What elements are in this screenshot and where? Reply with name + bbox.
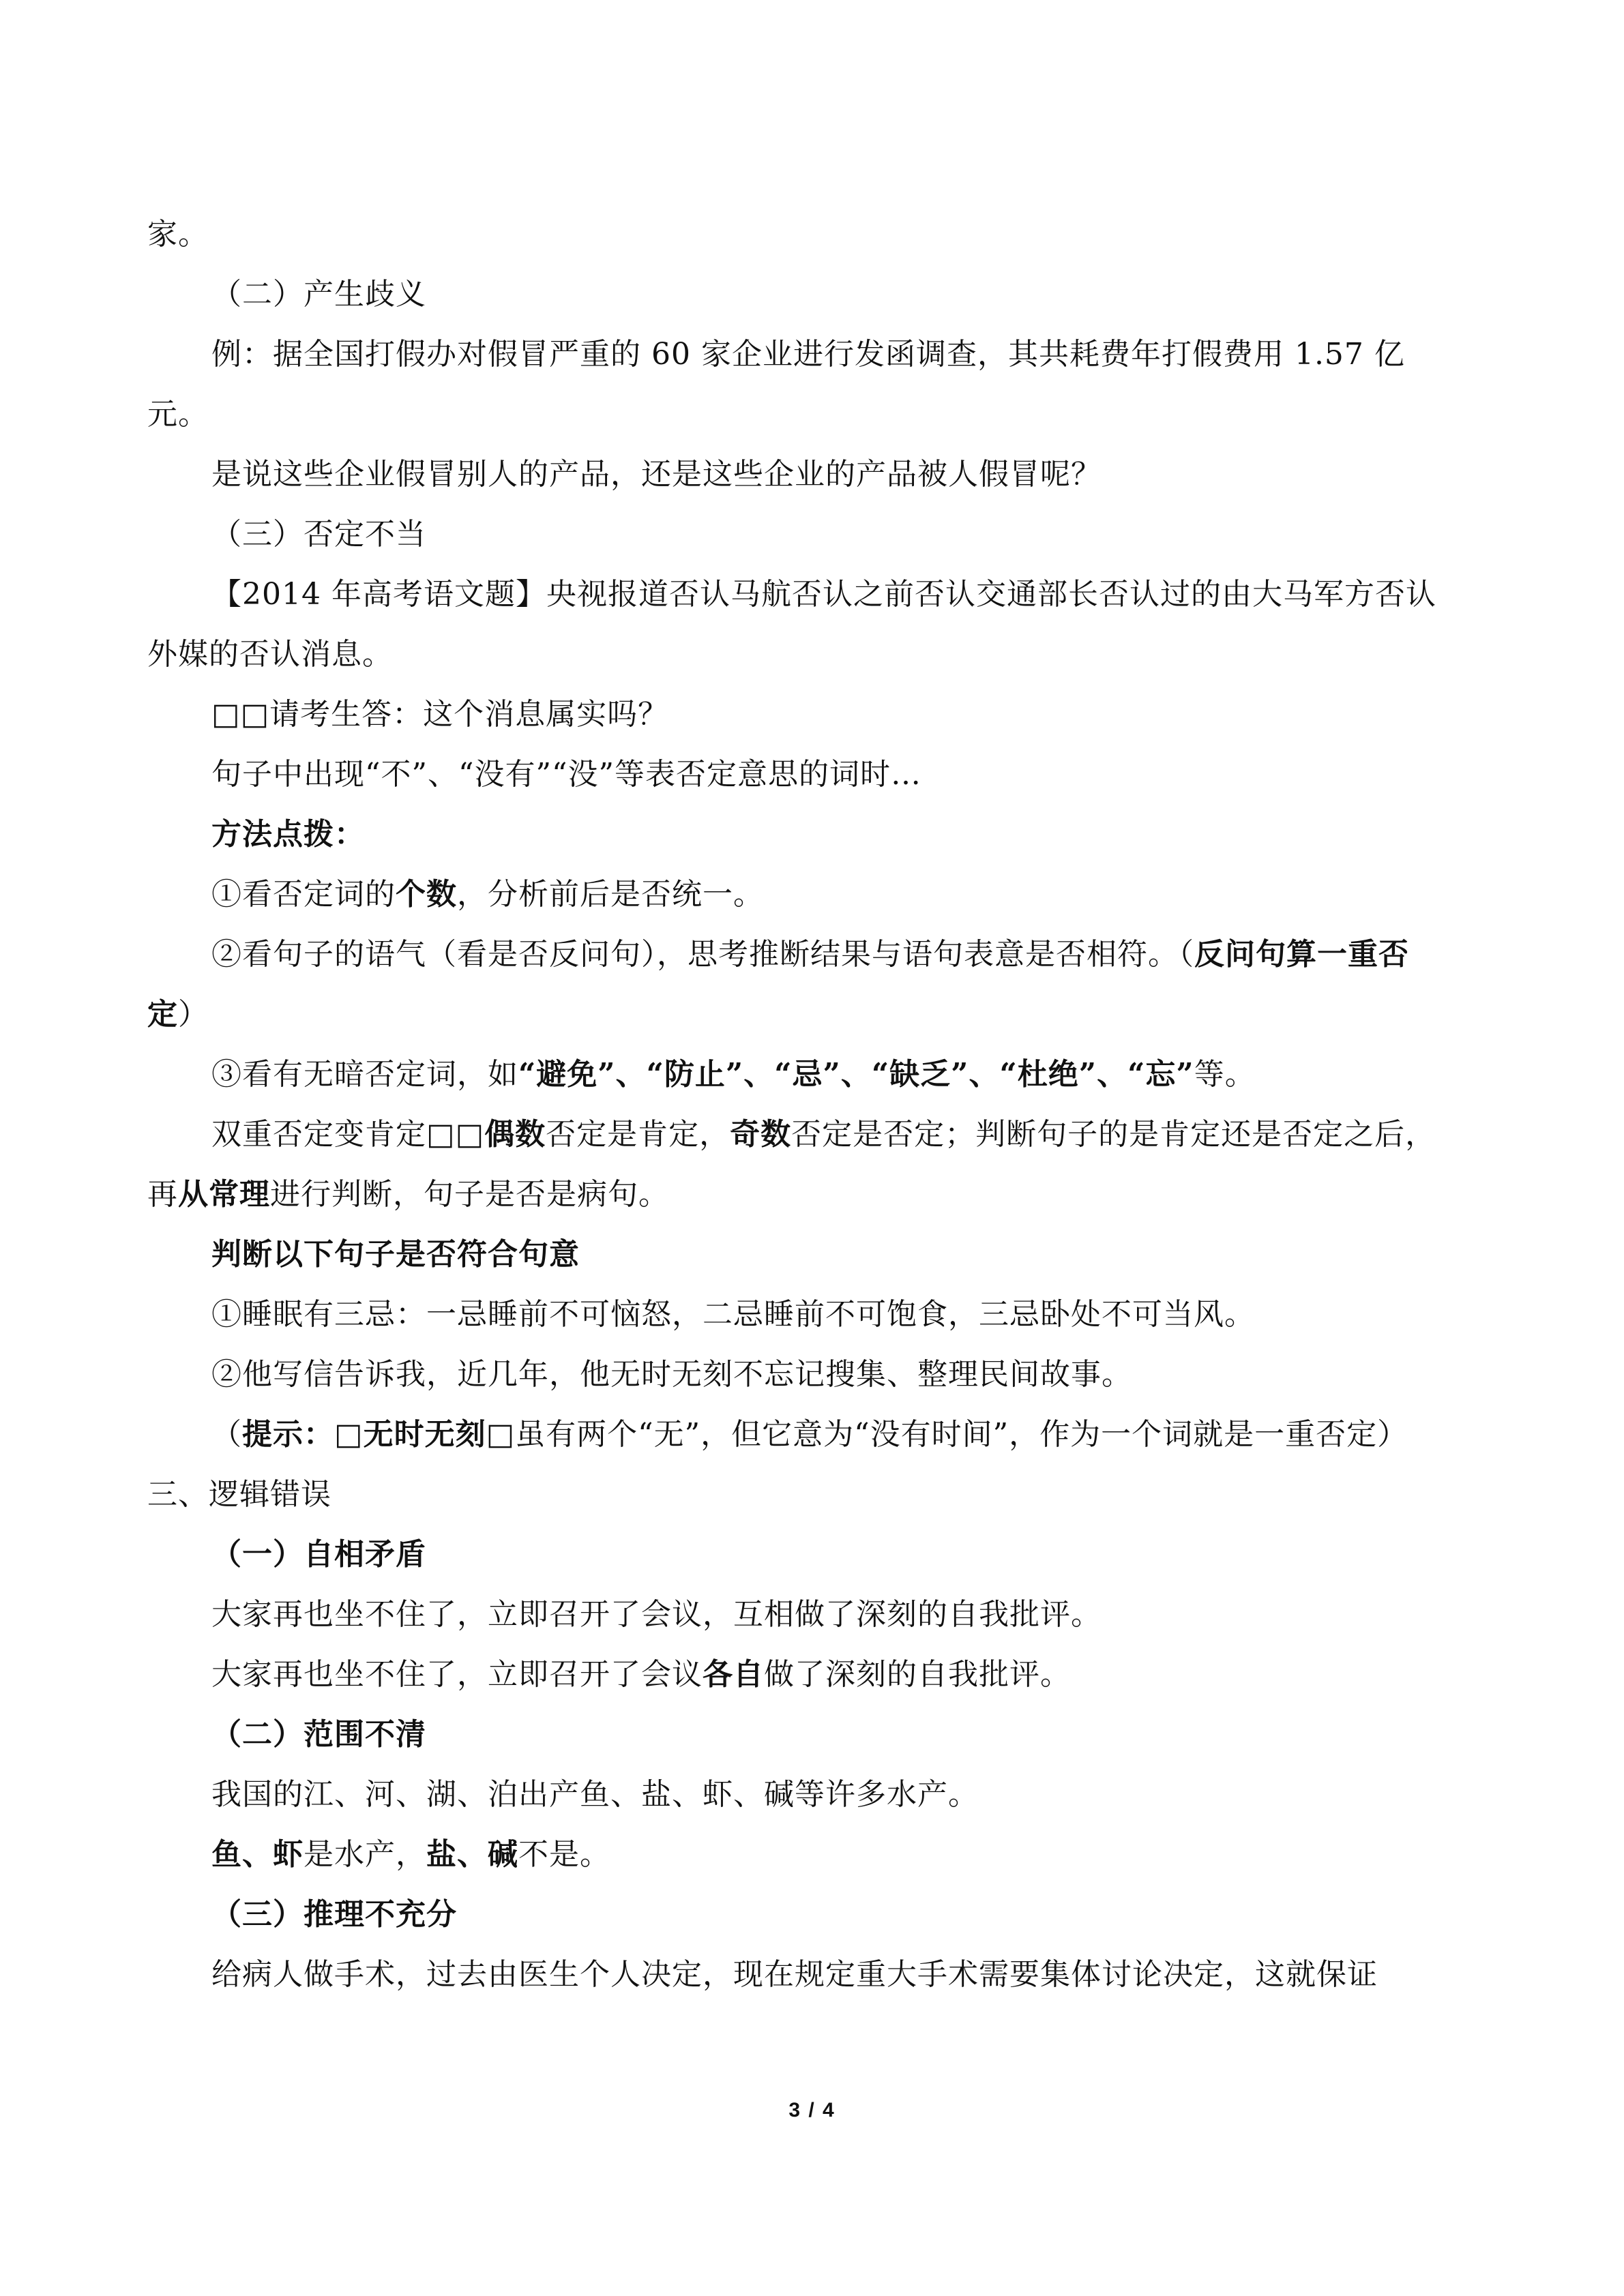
paragraph-l02 <box>147 265 1464 325</box>
bold-text: 无时无刻 <box>363 1417 486 1452</box>
text-run: 是说这些企业假冒别人的产品，还是这些企业的产品被人假冒呢？ <box>211 457 1102 492</box>
text-run: □虽有两个“无”，但它意为“没有时间”，作为一个词就是一重否定） <box>486 1417 1408 1452</box>
paragraph-l07 <box>147 685 1464 745</box>
text-run: ②他写信告诉我，近几年，他无时无刻不忘记搜集、整理民间故事。 <box>211 1357 1132 1392</box>
text-run: ②看句子的语气（看是否反问句），思考推断结果与语句表意是否相符。（ <box>211 937 1194 972</box>
bold-text: 鱼、虾 <box>211 1837 304 1872</box>
text-run: ①看否定词的 <box>211 877 396 912</box>
bold-text: 偶数 <box>484 1117 546 1152</box>
text-run: 进行判断，句子是否是病句。 <box>270 1177 669 1212</box>
text-run: 做了深刻的自我批评。 <box>764 1657 1071 1692</box>
paragraph-l16 <box>147 1345 1464 1405</box>
paragraph-l12 <box>147 1045 1464 1105</box>
bold-text: 反问句算一重否定 <box>147 937 1409 1032</box>
text-run: （ <box>211 1417 242 1452</box>
page-number: 3 / 4 <box>788 2099 836 2121</box>
text-run: （二）产生歧义 <box>211 277 426 312</box>
text-run: ③看有无暗否定词，如 <box>211 1057 518 1092</box>
text-run: 不是。 <box>518 1837 610 1872</box>
text-run: ） <box>178 997 209 1032</box>
bold-text: 提示： <box>242 1417 334 1452</box>
bold-text: 判断以下句子是否符合句意 <box>211 1237 580 1272</box>
paragraph-l15 <box>147 1285 1464 1345</box>
text-run: 三、逻辑错误 <box>147 1477 331 1512</box>
paragraph-l08 <box>147 745 1464 805</box>
bold-text: 奇数 <box>730 1117 792 1152</box>
bold-text: （三）推理不充分 <box>211 1897 457 1932</box>
text-run: ，分析前后是否统一。 <box>457 877 764 912</box>
paragraph-l25 <box>147 1885 1464 1945</box>
paragraph-l23 <box>147 1765 1464 1825</box>
paragraph-l24 <box>147 1825 1464 1885</box>
text-run: 句子中出现“不”、“没有”“没”等表否定意思的词时… <box>211 757 921 792</box>
bold-text: （二）范围不清 <box>211 1717 426 1752</box>
bold-text: 各自 <box>703 1657 764 1692</box>
text-run: 否定是否定；判断句子的是肯定还是否定之后，再 <box>147 1117 1436 1212</box>
paragraph-l11 <box>147 925 1464 1045</box>
bold-text: “避免”、“防止”、“忌”、“缺乏”、“杜绝”、“忘” <box>518 1057 1194 1092</box>
text-run: 大家再也坐不住了，立即召开了会议 <box>211 1657 703 1692</box>
paragraph-l03 <box>147 325 1464 445</box>
paragraph-l09 <box>147 805 1464 865</box>
text-run: 给病人做手术，过去由医生个人决定，现在规定重大手术需要集体讨论决定，这就保证 <box>211 1957 1378 1992</box>
bold-text: 方法点拨： <box>211 817 365 852</box>
paragraph-l05 <box>147 505 1464 565</box>
text-run: □□请考生答：这个消息属实吗？ <box>211 697 669 732</box>
bold-text: 盐、碱 <box>426 1837 518 1872</box>
text-run: （三）否定不当 <box>211 517 426 552</box>
text-run: 等。 <box>1194 1057 1256 1092</box>
paragraph-l19 <box>147 1525 1464 1585</box>
document-body <box>147 205 1464 2005</box>
bold-text: （一）自相矛盾 <box>211 1537 426 1572</box>
paragraph-l18 <box>147 1465 1464 1525</box>
text-run: 例：据全国打假办对假冒严重的 60 家企业进行发函调查，其共耗费年打假费用 1.57 亿元。 <box>147 337 1405 432</box>
text-run: ①睡眠有三忌：一忌睡前不可恼怒，二忌睡前不可饱食，三忌卧处不可当风。 <box>211 1297 1255 1332</box>
paragraph-l17 <box>147 1405 1464 1465</box>
paragraph-l26 <box>147 1945 1464 2005</box>
bold-text: 从常理 <box>178 1177 270 1212</box>
text-run: 家。 <box>147 217 209 252</box>
text-run: 否定是肯定， <box>546 1117 730 1152</box>
paragraph-l06 <box>147 565 1464 685</box>
paragraph-l01 <box>147 205 1464 265</box>
paragraph-l04 <box>147 445 1464 505</box>
paragraph-l22 <box>147 1705 1464 1765</box>
text-run: 双重否定变肯定□□ <box>211 1117 485 1152</box>
text-run: 是水产， <box>304 1837 426 1872</box>
text-run: 大家再也坐不住了，立即召开了会议，互相做了深刻的自我批评。 <box>211 1597 1102 1632</box>
paragraph-l14 <box>147 1225 1464 1285</box>
text-run: □ <box>334 1417 364 1452</box>
text-run: 我国的江、河、湖、泊出产鱼、盐、虾、碱等许多水产。 <box>211 1777 979 1812</box>
paragraph-l10 <box>147 865 1464 925</box>
text-run: 【2014 年高考语文题】央视报道否认马航否认之前否认交通部长否认过的由大马军方否认外媒的否认消息。 <box>147 577 1436 672</box>
paragraph-l20 <box>147 1585 1464 1645</box>
paragraph-l21 <box>147 1645 1464 1705</box>
paragraph-l13 <box>147 1105 1464 1225</box>
bold-text: 个数 <box>396 877 457 912</box>
